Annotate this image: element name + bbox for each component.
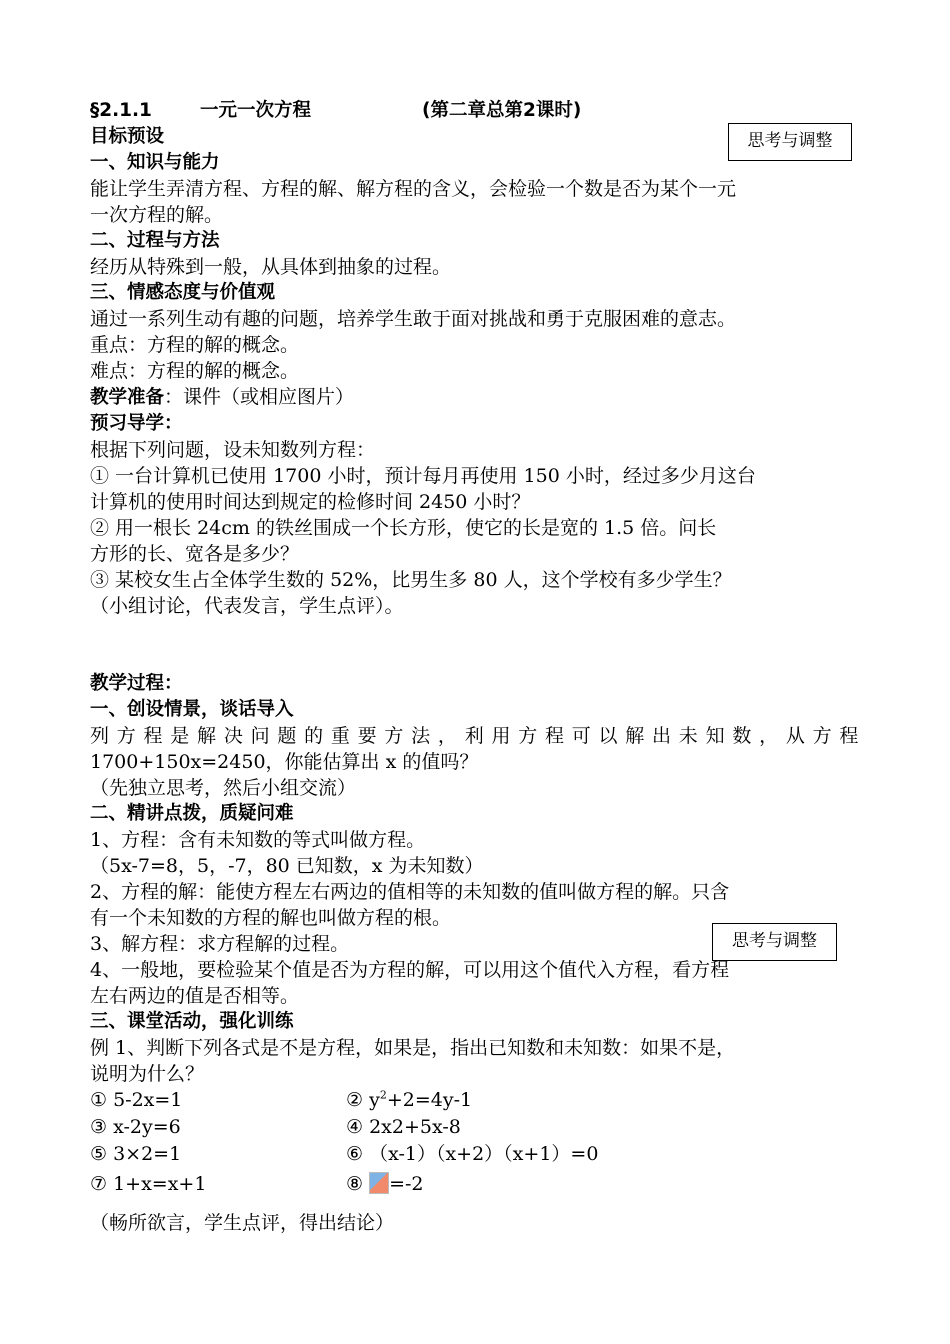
preview-question-3: ③ 某校女生占全体学生数的 52%，比男生多 80 人，这个学校有多少学生？: [90, 569, 732, 591]
section-2-item: 1、方程：含有未知数的等式叫做方程。: [90, 829, 426, 851]
equation-item: ④ 2x2+5x-8: [346, 1116, 461, 1138]
lesson-plan: [90, 98, 860, 1236]
teaching-prep-text: ：课件（或相应图片）: [164, 386, 355, 408]
side-note-box: 思考与调整: [712, 923, 837, 961]
equation-item: ③ x-2y=6: [90, 1116, 181, 1138]
key-point: 重点：方程的解的概念。: [90, 334, 300, 356]
preview-question-2: 方形的长、宽各是多少？: [90, 543, 300, 565]
preview-intro: 根据下列问题，设未知数列方程：: [90, 439, 376, 461]
example-1-text: 说明为什么？: [90, 1063, 205, 1085]
document-title: [90, 98, 860, 124]
section-2-item: 4、一般地，要检验某个值是否为方程的解，可以用这个值代入方程，看方程: [90, 959, 730, 981]
lesson-name: 一元一次方程: [200, 100, 312, 121]
difficulty: 难点：方程的解的概念。: [90, 360, 300, 382]
attitude-text: 通过一系列生动有趣的问题，培养学生敢于面对挑战和勇于克服困难的意志。: [90, 308, 737, 330]
section-1-text: 1700+150x=2450，你能估算出 x 的值吗？: [90, 751, 479, 773]
section-2-item: 左右两边的值是否相等。: [90, 985, 300, 1007]
broken-image-icon: [369, 1172, 389, 1194]
section-number: §2.1.1: [90, 100, 152, 121]
preview-question-1: 计算机的使用时间达到规定的检修时间 2450 小时？: [90, 491, 531, 513]
section-2-item: （5x-7=8，5，-7，80 已知数，x 为未知数）: [90, 855, 484, 877]
preview-note: （小组讨论，代表发言，学生点评）。: [90, 595, 404, 617]
process-heading: 教学过程：: [90, 673, 183, 694]
teaching-prep-label: 教学准备: [90, 387, 165, 408]
section-2-item: 2、方程的解：能使方程左右两边的值相等的未知数的值叫做方程的解。只含: [90, 881, 730, 903]
equation-item: ⑦ 1+x=x+1: [90, 1173, 207, 1195]
example-1-text: 例 1、判断下列各式是不是方程，如果是，指出已知数和未知数：如果不是，: [90, 1037, 736, 1059]
side-note-box: 思考与调整: [728, 123, 852, 161]
lesson-period: (第二章总第2课时): [422, 100, 582, 121]
section-1-text: 列方程是解决问题的重要方法，利用方程可以解出未知数，从方程: [90, 725, 860, 747]
knowledge-heading: 一、知识与能力: [90, 152, 220, 173]
section-1-note: （先独立思考，然后小组交流）: [90, 777, 357, 799]
final-note: （畅所欲言，学生点评，得出结论）: [90, 1212, 395, 1234]
process-method-heading: 二、过程与方法: [90, 230, 220, 251]
section-2-item: 有一个未知数的方程的解也叫做方程的根。: [90, 907, 452, 929]
section-3-heading: 三、课堂活动，强化训练: [90, 1011, 294, 1032]
equation-item: ⑧ =-2: [346, 1173, 424, 1195]
preview-question-1: ① 一台计算机已使用 1700 小时，预计每月再使用 150 小时，经过多少月这台: [90, 465, 756, 487]
equation-list: [90, 1087, 860, 1200]
knowledge-text: 能让学生弄清方程、方程的解、解方程的含义，会检验一个数是否为某个一元: [90, 178, 737, 200]
knowledge-text: 一次方程的解。: [90, 204, 224, 226]
preview-question-2: ② 用一根长 24cm 的铁丝围成一个长方形，使它的长是宽的 1.5 倍。问长: [90, 517, 717, 539]
preview-heading: 预习导学：: [90, 413, 183, 434]
teaching-prep: [90, 384, 860, 411]
attitude-heading: 三、情感态度与价值观: [90, 282, 276, 303]
process-method-text: 经历从特殊到一般，从具体到抽象的过程。: [90, 256, 452, 278]
goals-heading: 目标预设: [90, 126, 165, 147]
section-2-heading: 二、精讲点拨，质疑问难: [90, 803, 294, 824]
section-2-item: 3、解方程：求方程解的过程。: [90, 933, 350, 955]
equation-item: ① 5-2x=1: [90, 1089, 183, 1111]
section-1-heading: 一、创设情景，谈话导入: [90, 699, 294, 720]
equation-item: ⑥ （x-1）（x+2）（x+1）=0: [346, 1143, 599, 1165]
equation-item: ⑤ 3×2=1: [90, 1143, 182, 1165]
equation-item: ② $y^2+2=4y-1$: [346, 1088, 473, 1111]
